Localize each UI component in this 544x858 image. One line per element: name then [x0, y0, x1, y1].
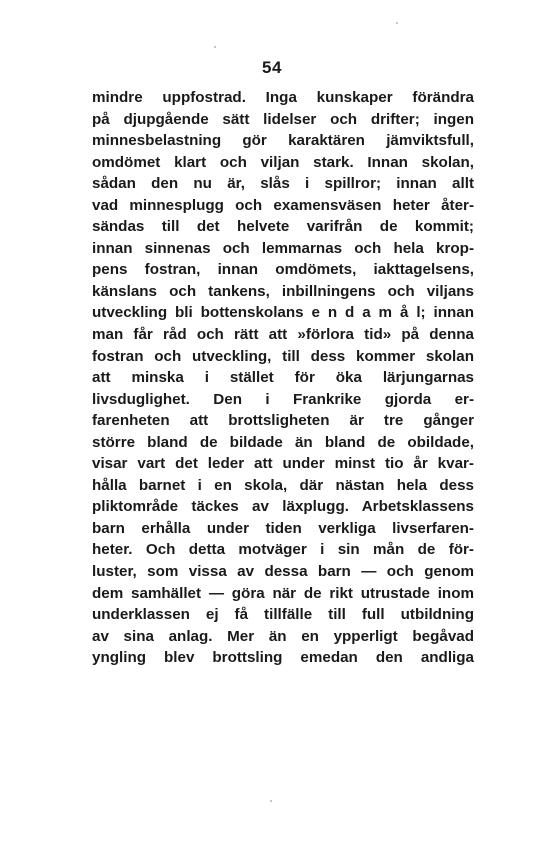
paper-speck: [396, 22, 398, 24]
text-line: sändas till det helvete varifrån de kommit;: [92, 218, 474, 236]
text-line: utveckling bli bottenskolans e n d a m å l; innan: [92, 304, 474, 322]
text-line: barn erhålla under tiden verkliga livserfaren-: [92, 519, 474, 537]
text-line: pens fostran, innan omdömets, iakttagelsens,: [92, 261, 474, 279]
paper-speck: [270, 800, 272, 802]
text-line: pliktområde täckes av läxplugg. Arbetsklassens: [92, 498, 474, 516]
text-line: farenheten att brottsligheten är tre gånger: [92, 412, 474, 430]
paper-speck: [214, 46, 216, 48]
text-line: dem samhället — göra när de rikt utrustade inom: [92, 584, 474, 602]
text-line: vad minnesplugg och examensväsen heter åter-: [92, 196, 474, 214]
text-line: sådan den nu är, slås i spillror; innan allt: [92, 175, 474, 193]
text-line: omdömet klart och viljan stark. Innan skolan,: [92, 153, 474, 171]
text-line: större bland de bildade än bland de obildade,: [92, 433, 474, 451]
page-number: 54: [262, 58, 282, 77]
text-line: yngling blev brottsling emedan den andliga: [92, 649, 474, 667]
text-line: heter. Och detta motväger i sin mån de för-: [92, 541, 474, 559]
text-line: livsduglighet. Den i Frankrike gjorda er-: [92, 390, 474, 408]
text-line: fostran och utveckling, till dess kommer skolan: [92, 347, 474, 365]
text-line: innan sinnenas och lemmarnas och hela krop-: [92, 239, 474, 257]
body-text: [92, 87, 474, 669]
text-line: att minska i stället för öka lärjungarnas: [92, 369, 474, 387]
text-line: underklassen ej få tillfälle till full utbildning: [92, 606, 474, 624]
text-line: känslans och tankens, inbillningens och viljans: [92, 282, 474, 300]
text-line: minnesbelastning gör karaktären jämviktsfull,: [92, 132, 474, 150]
text-line: på djupgående sätt lidelser och drifter; ingen: [92, 110, 474, 128]
text-line: mindre uppfostrad. Inga kunskaper förändra: [92, 89, 474, 106]
text-line: av sina anlag. Mer än en ypperligt begåvad: [92, 627, 474, 645]
text-line: visar vart det leder att under minst tio år kvar-: [92, 455, 474, 473]
text-line: luster, som vissa av dessa barn — och genom: [92, 563, 474, 581]
text-line: hålla barnet i en skola, där nästan hela dess: [92, 476, 474, 494]
text-line: man får råd och rätt att »förlora tid» på denna: [92, 326, 474, 344]
